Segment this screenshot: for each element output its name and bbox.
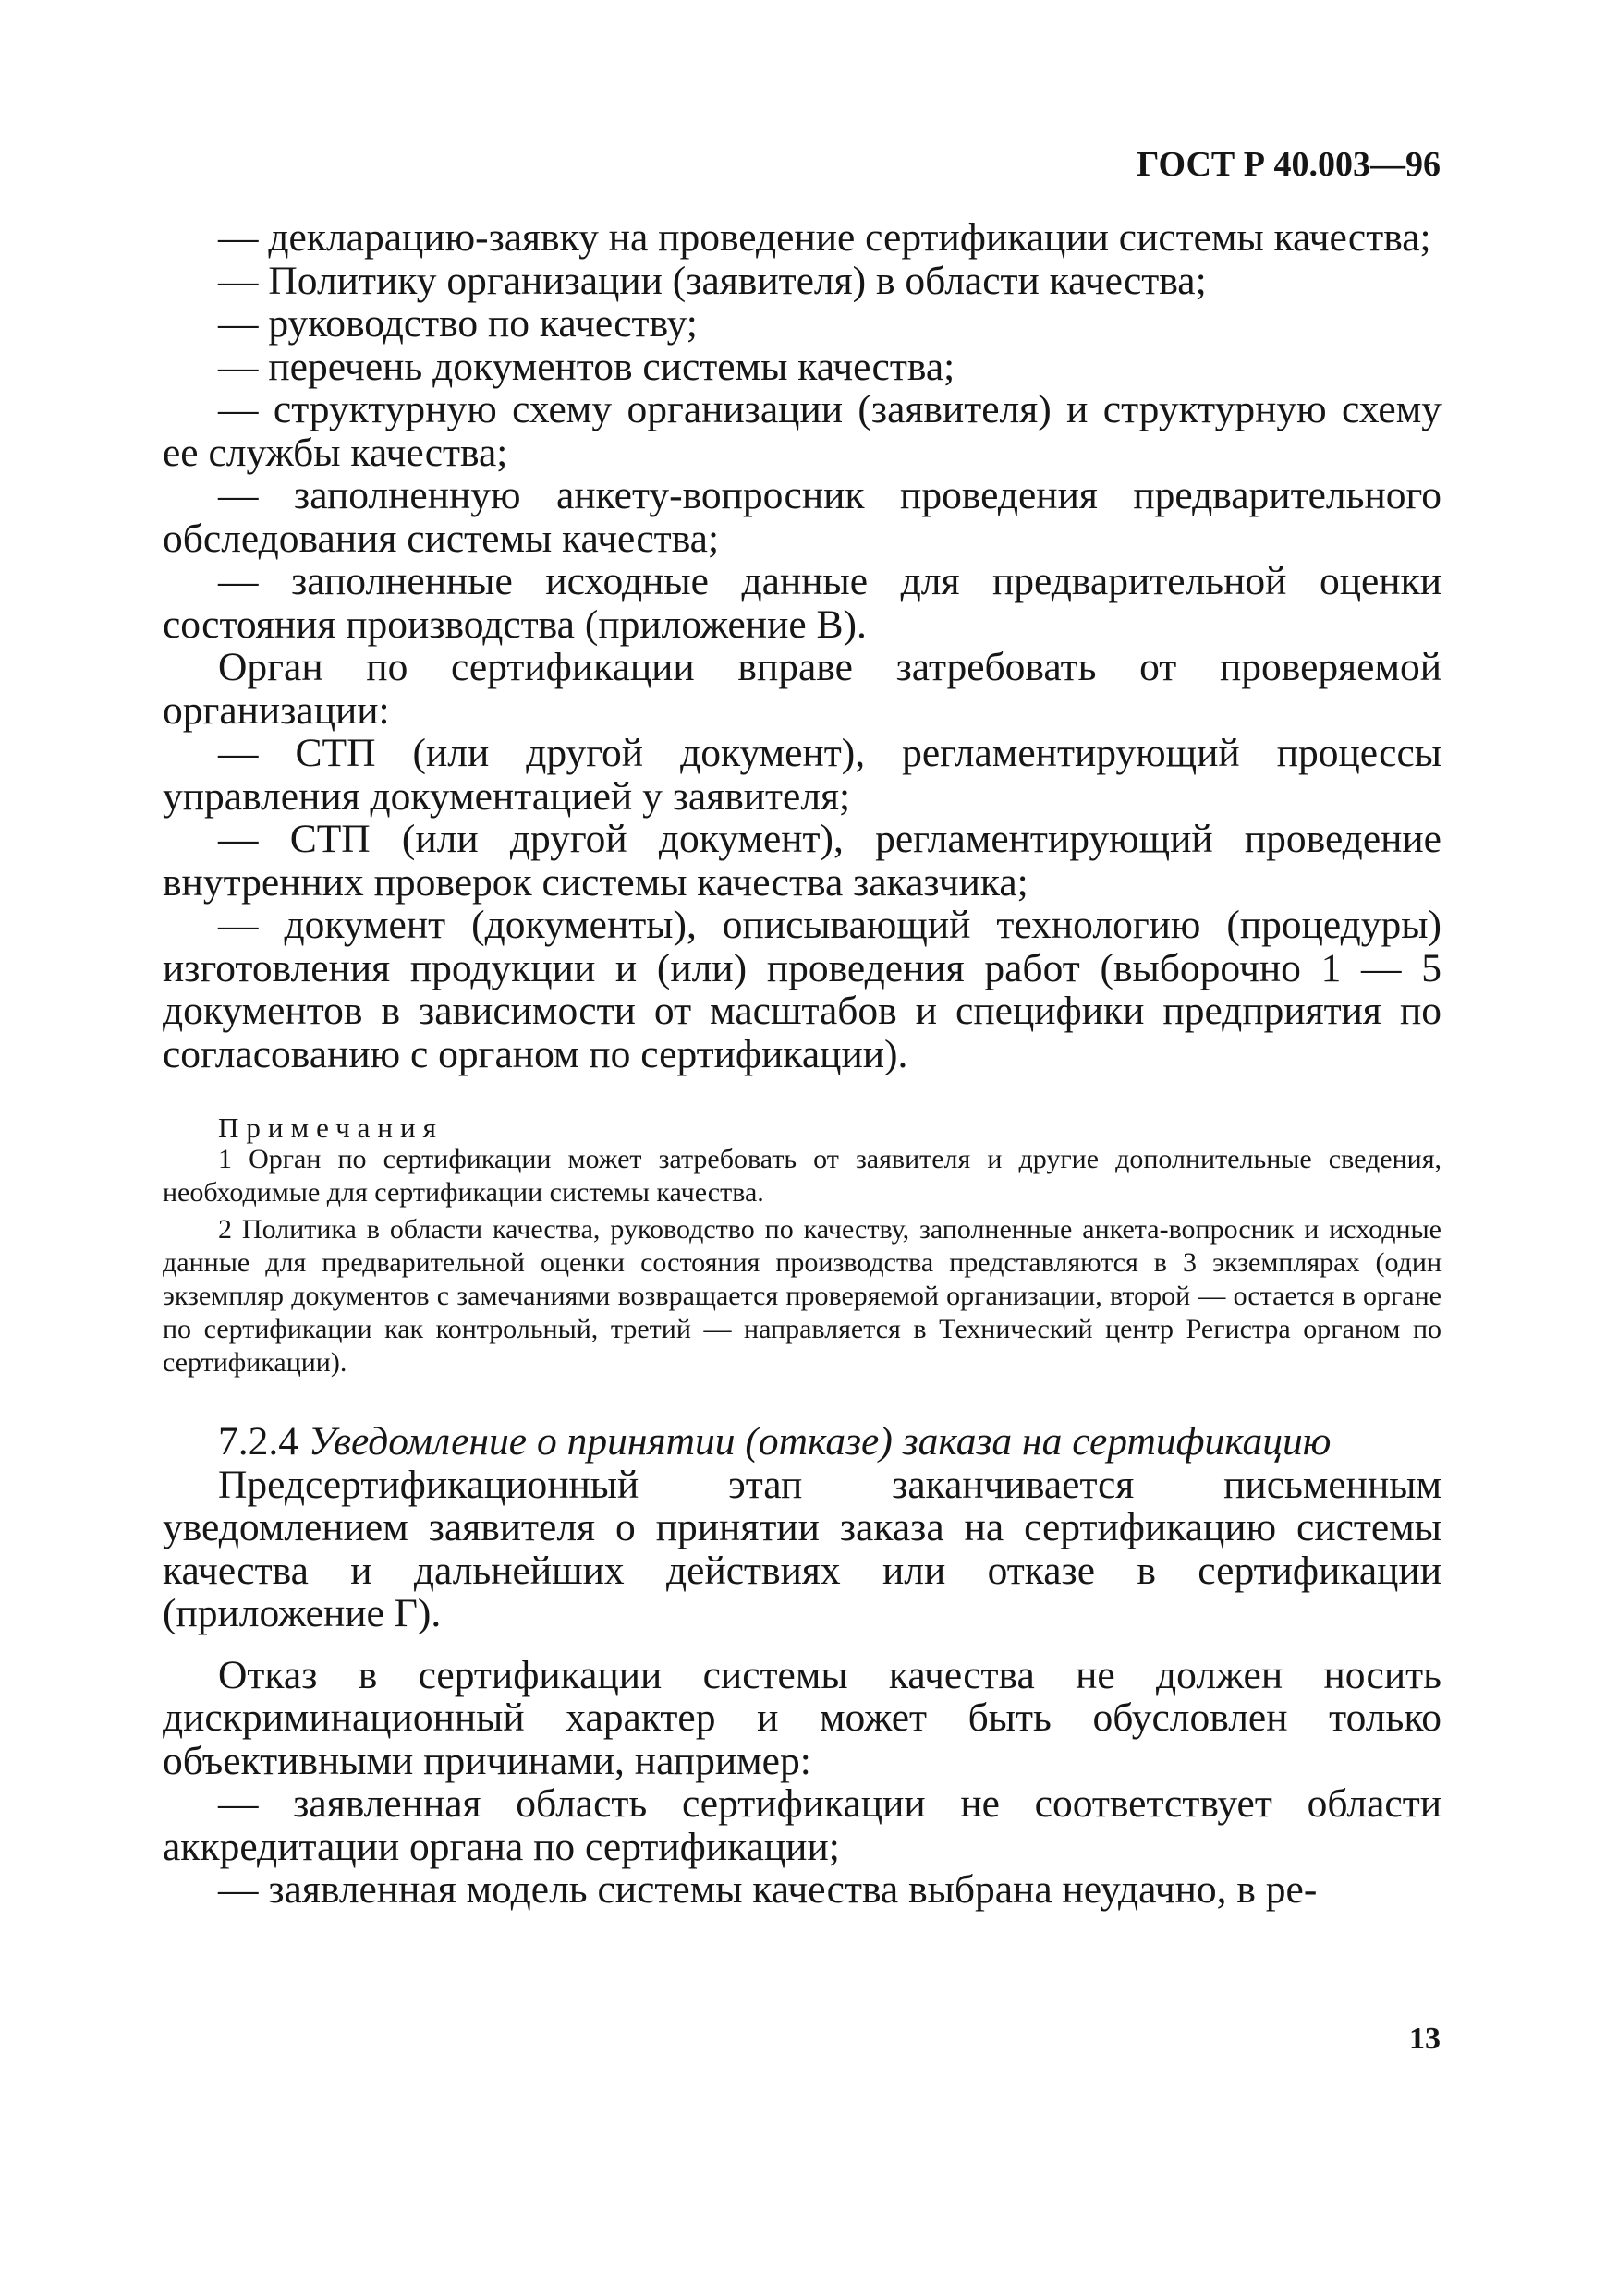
body-paragraph: Отказ в сертификации системы качества не должен носить дискриминационный характер и может быть обусловлен только объективными причинами, например: — [163, 1652, 1442, 1783]
notes-title: Примечания — [218, 1112, 444, 1144]
list-item: — документ (документы), описывающий технологию (процедуры) изготовления продукции и (или) проведения работ (выборочно 1 — 5 документов в зависимости от масштабов и специфики предприятия по согласованию с органом по сертификации). — [163, 903, 1442, 1076]
list-item: — заполненные исходные данные для предварительной оценки состояния производства (приложение В). — [163, 559, 1442, 647]
note-item: 1 Орган по сертификации может затребовать от заявителя и другие дополнительные сведения, необходимые для сертификации системы качества. — [163, 1144, 1442, 1208]
paragraph-gap — [163, 1635, 1442, 1654]
list-item: — заявленная модель системы качества выбрана неудачно, в ре- — [218, 1867, 1318, 1912]
list-item: — заявленная область сертификации не соответствует области аккредитации органа по сертификации; — [163, 1781, 1442, 1869]
list-item: — структурную схему организации (заявителя) и структурную схему ее службы качества; — [163, 387, 1442, 475]
section-title: Уведомление о принятии (отказе) заказа на сертификацию — [308, 1419, 1332, 1464]
body-paragraph: Предсертификационный этап заканчивается письменным уведомлением заявителя о принятии заказа на сертификацию системы качества и дальнейших действиях или отказе в сертификации (приложение Г). — [163, 1462, 1442, 1635]
list-item: — декларацию-заявку на проведение сертификации системы качества; — [218, 215, 1431, 260]
section-heading — [163, 1420, 1442, 1464]
list-item: — СТП (или другой документ), регламентирующий процессы управления документацией у заявителя; — [163, 731, 1442, 819]
page-number: 13 — [1409, 2022, 1441, 2056]
note-item: 2 Политика в области качества, руководство по качеству, заполненные анкета-вопросник и исходные данные для предварительной оценки состояния производства представляются в 3 экземплярах (один экземпляр документов с замечаниями возвращается проверяемой организации, второй — остается в органе по сертификации как контрольный, третий — направляется в Технический центр Регистра органом по сертификации). — [163, 1214, 1442, 1378]
body-paragraph: Орган по сертификации вправе затребовать от проверяемой организации: — [163, 645, 1442, 733]
list-item: — Политику организации (заявителя) в области качества; — [218, 258, 1207, 303]
list-item: — заполненную анкету-вопросник проведения предварительного обследования системы качества; — [163, 473, 1442, 561]
section-number: 7.2.4 — [218, 1419, 298, 1464]
notes-block — [163, 1112, 1442, 1379]
document-code: ГОСТ Р 40.003—96 — [1137, 145, 1441, 184]
document-body — [163, 216, 1442, 1912]
list-item: — руководство по качеству; — [218, 301, 698, 346]
list-item: — СТП (или другой документ), регламентирующий проведение внутренних проверок системы качества заказчика; — [163, 817, 1442, 905]
list-item: — перечень документов системы качества; — [218, 344, 955, 389]
